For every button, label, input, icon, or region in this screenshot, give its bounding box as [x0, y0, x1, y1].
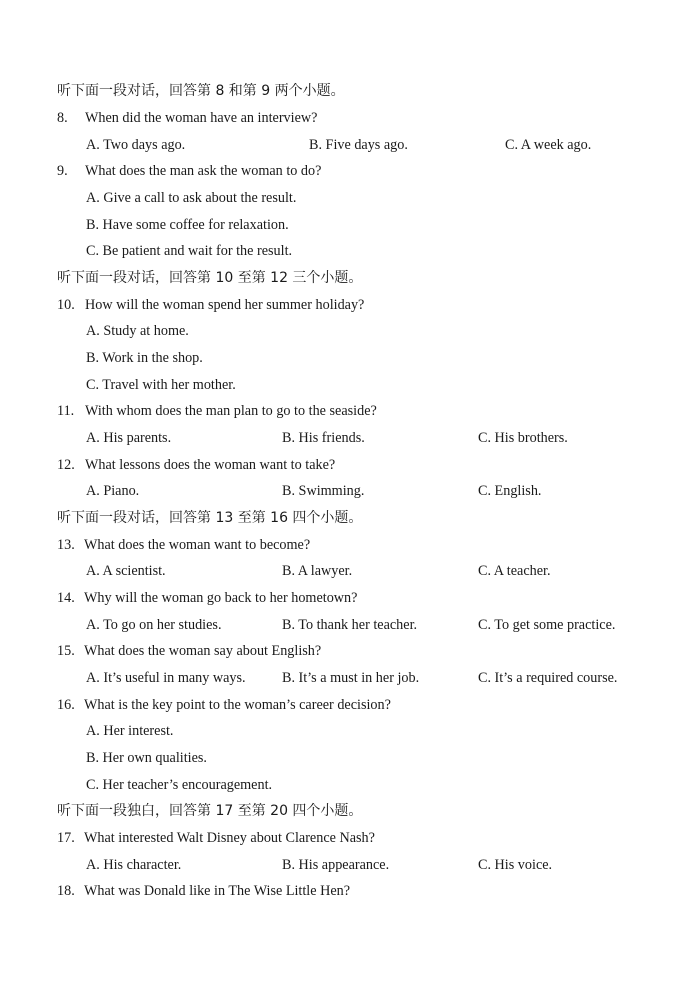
option-a: A. Her interest.	[86, 723, 174, 739]
question-10	[57, 296, 364, 314]
option-b: B. Have some coffee for relaxation.	[86, 217, 289, 233]
question-number: 17.	[57, 830, 75, 846]
option-b: B. Five days ago.	[309, 137, 408, 153]
section-heading: 听下面一段对话，回答第 10 至第 12 三个小题。	[57, 270, 363, 286]
option-b: B. His appearance.	[282, 857, 390, 873]
option-c: C. To get some practice.	[478, 617, 616, 633]
option-a: A. To go on her studies.	[86, 617, 222, 633]
question-number: 10.	[57, 297, 75, 313]
option-b: B. Swimming.	[282, 483, 365, 499]
option-a: A. Study at home.	[86, 323, 189, 339]
question-number: 8.	[57, 110, 68, 126]
question-number: 9.	[57, 163, 68, 179]
question-16	[57, 696, 391, 714]
question-9	[57, 162, 321, 180]
question-11	[57, 402, 377, 420]
option-a: A. It’s useful in many ways.	[86, 670, 246, 686]
option-c: C. It’s a required course.	[478, 670, 618, 686]
question-8	[57, 109, 317, 127]
question-text: What does the woman want to become?	[84, 537, 311, 553]
question-number: 16.	[57, 697, 75, 713]
option-c: C. His brothers.	[478, 430, 568, 446]
option-c: C. English.	[478, 483, 542, 499]
question-text: What does the man ask the woman to do?	[85, 163, 322, 179]
question-12	[57, 456, 335, 474]
option-a: A. Two days ago.	[86, 137, 186, 153]
section-heading: 听下面一段独白，回答第 17 至第 20 四个小题。	[57, 803, 363, 819]
question-text: When did the woman have an interview?	[85, 110, 318, 126]
option-b: B. To thank her teacher.	[282, 617, 418, 633]
question-17	[57, 829, 375, 847]
option-c: C. Travel with her mother.	[86, 377, 236, 393]
question-number: 12.	[57, 457, 75, 473]
question-text: What is the key point to the woman’s career decision?	[84, 697, 391, 713]
option-b: B. His friends.	[282, 430, 365, 446]
option-a: A. His character.	[86, 857, 182, 873]
option-b: B. It’s a must in her job.	[282, 670, 420, 686]
option-b: B. Her own qualities.	[86, 750, 207, 766]
option-c: C. Her teacher’s encouragement.	[86, 777, 273, 793]
question-number: 14.	[57, 590, 75, 606]
question-18	[57, 882, 350, 900]
section-heading: 听下面一段对话，回答第 13 至第 16 四个小题。	[57, 510, 363, 526]
option-c: C. A teacher.	[478, 563, 551, 579]
option-c: C. Be patient and wait for the result.	[86, 243, 293, 259]
option-a: A. Piano.	[86, 483, 140, 499]
option-b: B. Work in the shop.	[86, 350, 203, 366]
question-text: What does the woman say about English?	[84, 643, 322, 659]
question-15	[57, 642, 321, 660]
question-text: Why will the woman go back to her hometown?	[84, 590, 358, 606]
question-14	[57, 589, 357, 607]
option-a: A. His parents.	[86, 430, 172, 446]
section-heading: 听下面一段对话，回答第 8 和第 9 两个小题。	[57, 83, 345, 99]
question-number: 18.	[57, 883, 75, 899]
question-number: 15.	[57, 643, 75, 659]
question-text: What lessons does the woman want to take?	[85, 457, 336, 473]
option-a: A. Give a call to ask about the result.	[86, 190, 297, 206]
option-c: C. A week ago.	[505, 137, 592, 153]
question-number: 13.	[57, 537, 75, 553]
option-c: C. His voice.	[478, 857, 553, 873]
question-13	[57, 536, 310, 554]
question-text: What was Donald like in The Wise Little Hen?	[84, 883, 351, 899]
question-text: How will the woman spend her summer holiday?	[85, 297, 365, 313]
question-text: What interested Walt Disney about Clarence Nash?	[84, 830, 375, 846]
question-text: With whom does the man plan to go to the seaside?	[85, 403, 377, 419]
option-b: B. A lawyer.	[282, 563, 353, 579]
option-a: A. A scientist.	[86, 563, 166, 579]
question-number: 11.	[57, 403, 75, 419]
